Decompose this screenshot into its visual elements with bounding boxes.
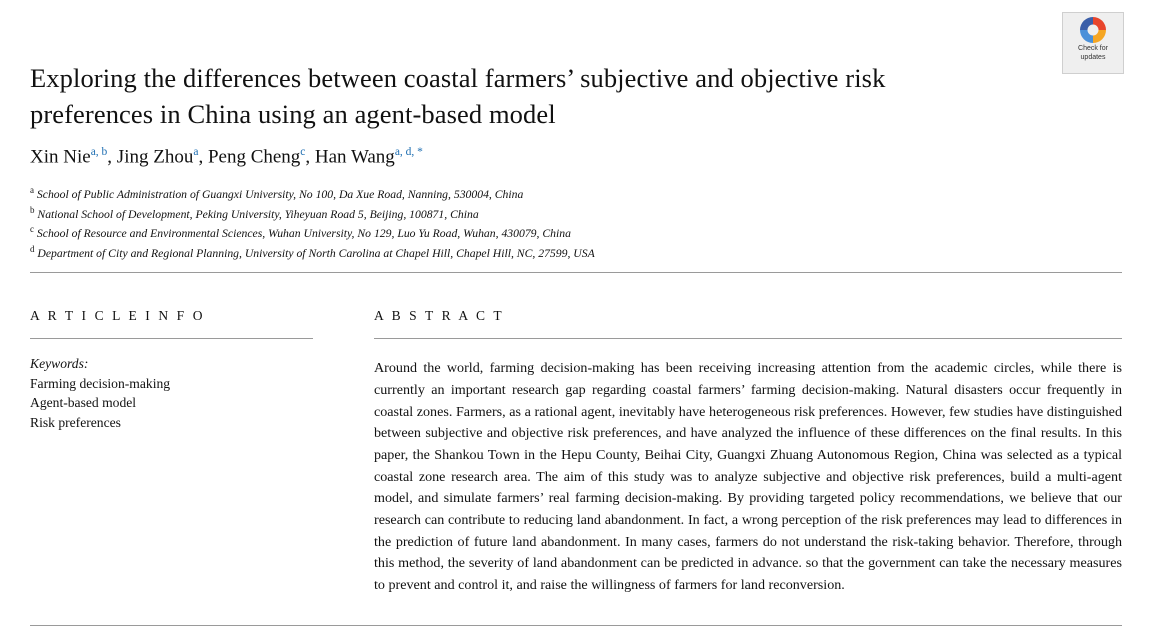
author-affil-marks: a, b xyxy=(90,146,108,158)
author-name: Xin Nie xyxy=(30,146,91,168)
affiliation-text: School of Public Administration of Guangxi University, No 100, Da Xue Road, Nanning, 530004, China xyxy=(36,187,524,201)
author-affil-marks: a xyxy=(193,146,199,158)
author-name: Peng Cheng xyxy=(207,146,301,168)
affiliation-item xyxy=(30,183,595,203)
affiliation-text: Department of City and Regional Planning, University of North Carolina at Chapel Hill, Chapel Hill, NC, 27599, USA xyxy=(37,246,595,260)
affiliation-list xyxy=(30,183,595,262)
affiliation-item xyxy=(30,242,595,262)
badge-line-2: updates xyxy=(1080,53,1106,61)
article-info-heading: A R T I C L E I N F O xyxy=(30,308,206,323)
affiliation-mark: a xyxy=(30,185,34,195)
keyword-item: Agent-based model xyxy=(30,395,137,410)
abstract-text: Around the world, farming decision-making has been receiving increasing attention from the academic circles, while there is currently an important research gap regarding coastal farmers’ farming decision-making. Natural disasters occur frequently in coastal zones. Farmers, as a rational agent, inevitably have heterogeneous risk preferences. However, few studies have distinguished between subjective and objective risk preferences, and have analyzed the influence of these differences on the final results. In this paper, the Shankou Town in the Hepu County, Beihai City, Guangxi Zhuang Autonomous Region, China was selected as a typical coastal zone research area. The aim of this study was to analyze subjective and objective risk preferences, build a multi-agent model, and simulate farmers’ real farming decision-making. By providing targeted policy recommendations, we believe that our research can contribute to reducing land abandonment. In fact, a wrong perception of the risk preferences may lead to differences in the prediction of future land abandonment. In many cases, farmers do not understand the risk-taking behavior. Therefore, through this method, the severity of land abandonment can be predicted in advance. so that the government can take the necessary measures to prevent and control it, and raise the willingness of farmers for land reconversion. xyxy=(374,360,1122,594)
badge-text xyxy=(1078,45,1108,62)
affiliation-item xyxy=(30,222,595,242)
affiliation-mark: b xyxy=(30,204,35,215)
divider-top xyxy=(30,272,1122,273)
affiliation-text: School of Resource and Environmental Sciences, Wuhan University, No 129, Luo Yu Road, Wuhan, 430079, China xyxy=(36,227,571,241)
author-affil-marks: a, d, * xyxy=(394,146,423,158)
badge-line-1: Check for xyxy=(1078,45,1108,52)
check-for-updates-badge[interactable] xyxy=(1062,12,1124,74)
keywords-block xyxy=(30,354,330,432)
crossmark-logo-icon xyxy=(1080,17,1106,43)
abstract-heading: A B S T R A C T xyxy=(374,308,505,323)
author-affil-marks: c xyxy=(300,146,306,158)
author-list: Xin Nie$^{a, b}$, Jing Zhou$^a$, Peng Cheng$^c$, Han Wang$^{a, d, *}$ xyxy=(30,146,423,168)
affiliation-mark: d xyxy=(30,244,35,255)
divider-abstract xyxy=(374,338,1122,339)
keyword-item: Farming decision-making xyxy=(30,375,171,391)
keywords-label: Keywords: xyxy=(30,356,89,371)
author-name: Jing Zhou xyxy=(116,146,194,168)
affiliation-mark: c xyxy=(30,224,34,235)
affiliation-text: National School of Development, Peking University, Yiheyuan Road 5, Beijing, 100871, China xyxy=(37,207,479,221)
divider-article-info xyxy=(30,338,313,339)
keyword-item: Risk preferences xyxy=(30,414,121,430)
page-title: Exploring the differences between coastal farmers’ subjective and objective risk preferences in China using an agent-based model xyxy=(30,62,886,129)
affiliation-item xyxy=(30,203,595,223)
divider-bottom xyxy=(30,625,1122,626)
author-name: Han Wang xyxy=(314,146,395,168)
